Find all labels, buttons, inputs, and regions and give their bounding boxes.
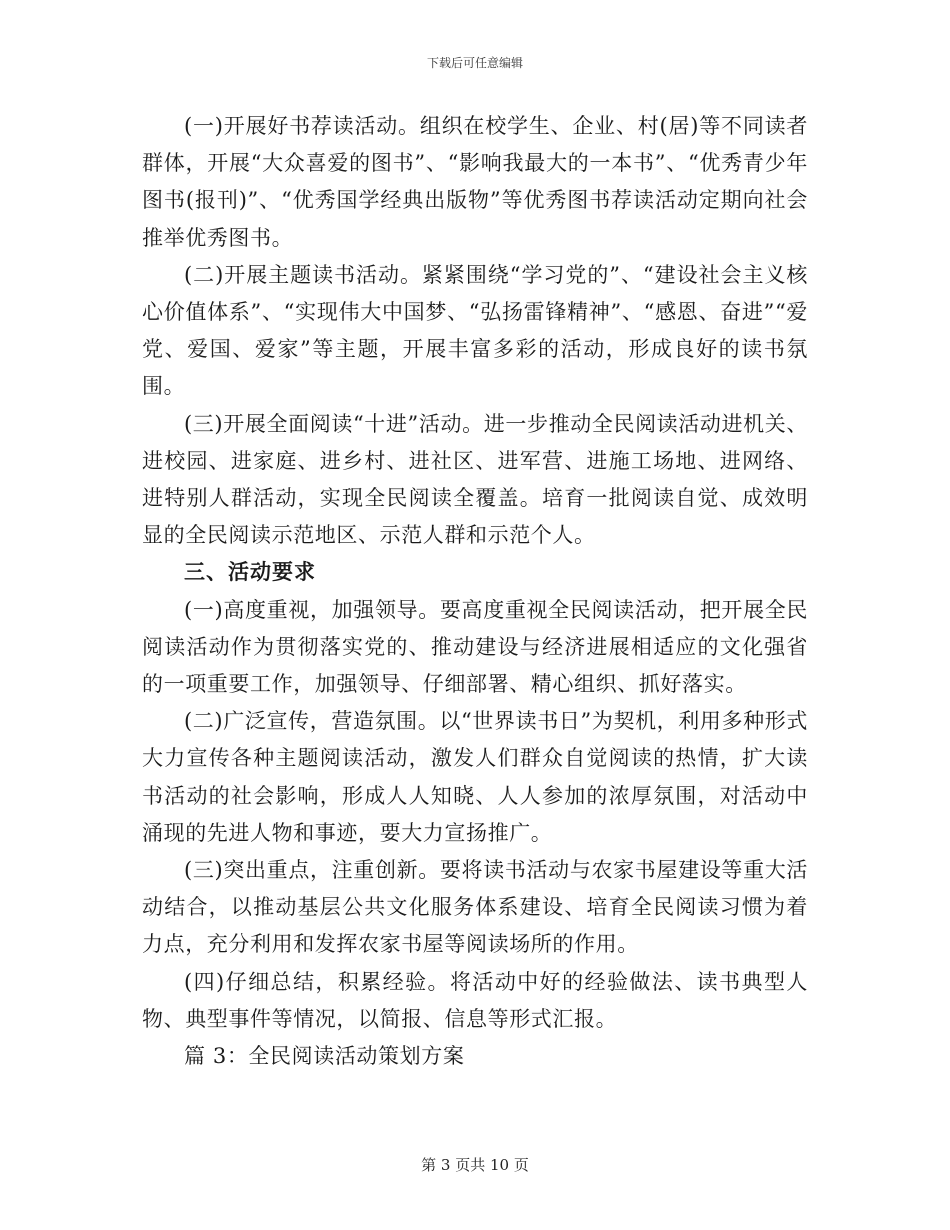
section-heading: 三、活动要求 — [184, 560, 316, 585]
paragraph-book-recommendation: (一)开展好书荐读活动。组织在校学生、企业、村(居)等不同读者群体，开展“大众喜爱的图书”、“影响我最大的一本书”、“优秀青少年图书(报刊)”、“优秀国学经典出版物”等优秀图书荐读活动定期向社会推举优秀图书。 — [142, 114, 808, 250]
page-footer: 第 3 页共 10 页 — [421, 1156, 529, 1174]
requirement-innovation: (三)突出重点，注重创新。要将读书活动与农家书屋建设等重大活动结合，以推动基层公共文化服务体系建设、培育全民阅读习惯为着力点，充分利用和发挥农家书屋等阅读场所的作用。 — [142, 858, 808, 957]
next-article-title: 篇 3：全民阅读活动策划方案 — [184, 1044, 465, 1069]
requirement-leadership: (一)高度重视，加强领导。要高度重视全民阅读活动，把开展全民阅读活动作为贯彻落实党的、推动建设与经济进展相适应的文化强省的一项重要工作，加强领导、仔细部署、精心组织、抓好落实。 — [142, 597, 808, 697]
paragraph-ten-entries: (三)开展全面阅读“十进”活动。进一步推动全民阅读活动进机关、进校园、进家庭、进乡村、进社区、进军营、进施工场地、进网络、进特别人群活动，实现全民阅读全覆盖。培育一批阅读自觉、成效明显的全民阅读示范地区、示范人群和示范个人。 — [142, 411, 808, 548]
requirement-summary: (四)仔细总结，积累经验。将活动中好的经验做法、读书典型人物、典型事件等情况，以简报、信息等形式汇报。 — [142, 969, 808, 1031]
document-body — [142, 108, 808, 1075]
requirement-publicity: (二)广泛宣传，营造氛围。以“世界读书日”为契机，利用多种形式大力宣传各种主题阅读活动，激发人们群众自觉阅读的热情，扩大读书活动的社会影响，形成人人知晓、人人参加的浓厚氛围，对活动中涌现的先进人物和事迹，要大力宣扬推广。 — [142, 709, 808, 845]
paragraph-theme-reading: (二)开展主题读书活动。紧紧围绕“学习党的”、“建设社会主义核心价值体系”、“实现伟大中国梦、“弘扬雷锋精神”、“感恩、奋进”“爱党、爱国、爱家”等主题，开展丰富多彩的活动，形成良好的读书氛围。 — [142, 262, 808, 399]
header-note: 下载后可任意编辑 — [426, 56, 523, 70]
